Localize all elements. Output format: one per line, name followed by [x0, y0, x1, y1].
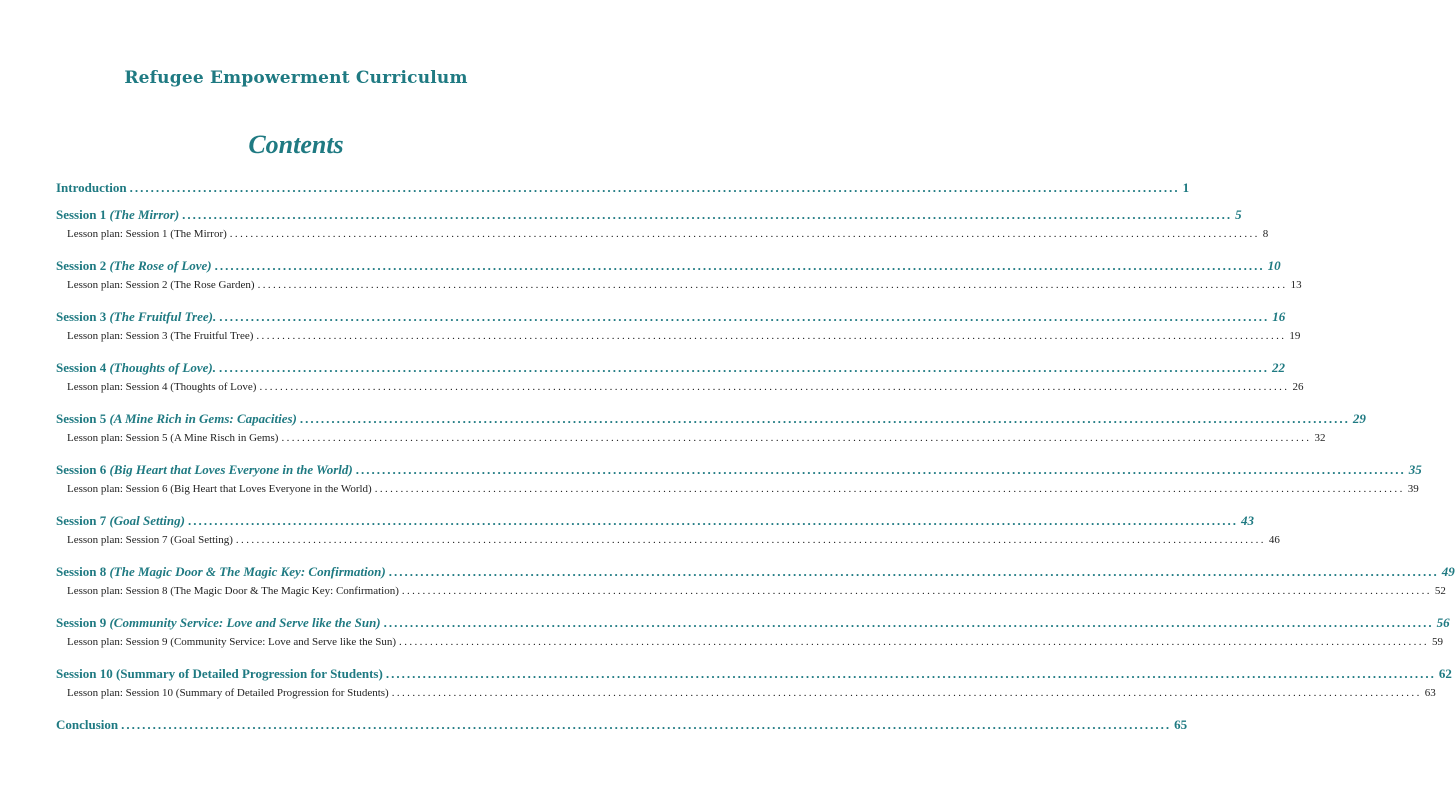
- toc-group-session: [56, 358, 1304, 396]
- session-title: (The Fruitful Tree).: [109, 309, 217, 324]
- dot-leader: ........................................................................................................................................................................................................: [355, 462, 1406, 477]
- lesson-plan-label: Lesson plan: Session 9 (Community Service: Love and Serve like the Sun): [67, 636, 397, 648]
- toc-group-session: [56, 511, 1280, 549]
- dot-leader: ........................................................................................................................................................................................................: [129, 180, 1180, 195]
- toc-entry-label: [56, 307, 216, 327]
- toc-page-number: 5: [1235, 207, 1242, 222]
- toc-page-number: 22: [1272, 360, 1285, 375]
- dot-leader: ........................................................................................................................................................................................................: [385, 666, 1436, 681]
- toc-page-number: 32: [1314, 432, 1326, 444]
- toc-group-session: [56, 256, 1302, 294]
- session-number: Session 5: [56, 411, 107, 426]
- toc-entry-session[interactable]: [56, 307, 1286, 327]
- toc-page-number: 1: [1182, 180, 1190, 195]
- toc-page-number: 13: [1290, 279, 1302, 291]
- toc-entry-lesson-plan[interactable]: [56, 684, 1436, 702]
- dot-leader: ........................................................................................................................................................................................................: [299, 411, 1350, 426]
- lesson-plan-label: Lesson plan: Session 10 (Summary of Detailed Progression for Students): [67, 687, 389, 699]
- toc-page-number: 62: [1438, 666, 1452, 681]
- toc-page-number: 26: [1292, 381, 1304, 393]
- toc-entry-label: [56, 205, 179, 225]
- toc-page-number: 16: [1272, 309, 1286, 324]
- dot-leader: ........................................................................................................................................................................................................: [121, 717, 1172, 732]
- toc-group-conclusion: [56, 715, 1188, 735]
- contents-heading: Contents: [248, 130, 344, 159]
- toc-page-number: 59: [1432, 636, 1444, 648]
- toc-entry-conclusion[interactable]: [56, 715, 1188, 735]
- toc-entry-session[interactable]: [56, 256, 1281, 276]
- toc-entry-lesson-plan[interactable]: [56, 582, 1446, 600]
- lesson-plan-label: Lesson plan: Session 3 (The Fruitful Tree): [67, 330, 254, 342]
- toc-entry-label: [56, 256, 212, 276]
- toc-entry-session[interactable]: [56, 613, 1450, 633]
- toc-entry-session[interactable]: [56, 460, 1422, 480]
- dot-leader: ........................................................................................................................................................................................................: [374, 483, 1405, 495]
- toc-entry-session[interactable]: [56, 205, 1242, 225]
- toc-page-number: 46: [1268, 534, 1280, 546]
- toc-page-number: 49: [1441, 564, 1455, 579]
- toc-entry-lesson-plan[interactable]: [56, 633, 1444, 651]
- toc-group-introduction: [56, 178, 1190, 198]
- book-title: Refugee Empowerment Curriculum: [124, 68, 468, 88]
- toc-page-number: 39: [1407, 483, 1419, 495]
- session-number: Session 10: [56, 666, 113, 681]
- toc-group-session: [56, 205, 1269, 243]
- lesson-plan-label: Lesson plan: Session 8 (The Magic Door & The Magic Key: Confirmation): [67, 585, 399, 597]
- toc-page-number: 65: [1174, 717, 1188, 732]
- session-number: Session 9: [56, 615, 107, 630]
- lesson-plan-label: Lesson plan: Session 5 (A Mine Risch in Gems): [67, 432, 279, 444]
- dot-leader: ........................................................................................................................................................................................................: [219, 360, 1269, 375]
- dot-leader: ........................................................................................................................................................................................................: [235, 534, 1266, 546]
- toc-entry-lesson-plan[interactable]: [56, 327, 1301, 345]
- session-title: (Community Service: Love and Serve like the Sun): [109, 615, 381, 630]
- dot-leader: ........................................................................................................................................................................................................: [229, 228, 1260, 240]
- dot-leader: ........................................................................................................................................................................................................: [182, 207, 1233, 222]
- toc-entry-lesson-plan[interactable]: [56, 531, 1280, 549]
- lesson-plan-label: Lesson plan: Session 7 (Goal Setting): [67, 534, 233, 546]
- toc-entry-label: Conclusion: [56, 717, 119, 732]
- dot-leader: ........................................................................................................................................................................................................: [259, 381, 1290, 393]
- dot-leader: ........................................................................................................................................................................................................: [388, 564, 1439, 579]
- toc-group-session: [56, 460, 1422, 498]
- lesson-plan-label: Lesson plan: Session 4 (Thoughts of Love): [67, 381, 257, 393]
- toc-page-number: 63: [1424, 687, 1436, 699]
- session-title: (A Mine Rich in Gems: Capacities): [109, 411, 297, 426]
- dot-leader: ........................................................................................................................................................................................................: [257, 279, 1288, 291]
- toc-entry-session[interactable]: [56, 664, 1452, 684]
- toc-entry-session[interactable]: [56, 511, 1254, 531]
- session-number: Session 6: [56, 462, 107, 477]
- session-title: (Goal Setting): [109, 513, 185, 528]
- toc-entry-introduction[interactable]: [56, 178, 1190, 198]
- toc-sessions: [56, 205, 1455, 702]
- toc-entry-label: [56, 613, 381, 633]
- toc-page-number: 10: [1267, 258, 1281, 273]
- toc-group-session: [56, 664, 1452, 702]
- toc-page-number: 19: [1289, 330, 1301, 342]
- toc-entry-label: [56, 460, 353, 480]
- toc-entry-lesson-plan[interactable]: [56, 225, 1269, 243]
- toc-group-session: [56, 409, 1366, 447]
- toc-page-number: 29: [1352, 411, 1366, 426]
- toc-entry-lesson-plan[interactable]: [56, 378, 1304, 396]
- dot-leader: ........................................................................................................................................................................................................: [383, 615, 1434, 630]
- toc-entry-lesson-plan[interactable]: [56, 480, 1419, 498]
- toc-entry-label: [56, 511, 185, 531]
- toc-entry-label: [56, 562, 386, 582]
- toc-entry-label: [56, 409, 297, 429]
- table-of-contents: [56, 178, 1455, 748]
- toc-group-session: [56, 613, 1450, 651]
- lesson-plan-label: Lesson plan: Session 6 (Big Heart that Loves Everyone in the World): [67, 483, 372, 495]
- toc-entry-lesson-plan[interactable]: [56, 429, 1326, 447]
- session-number: Session 2: [56, 258, 107, 273]
- toc-page-number: 56: [1436, 615, 1450, 630]
- toc-page-number: 52: [1434, 585, 1446, 597]
- toc-group-session: [56, 307, 1301, 345]
- dot-leader: ........................................................................................................................................................................................................: [214, 258, 1265, 273]
- toc-page-number: 8: [1262, 228, 1269, 240]
- session-title: (Big Heart that Loves Everyone in the World): [109, 462, 353, 477]
- toc-entry-lesson-plan[interactable]: [56, 276, 1302, 294]
- dot-leader: ........................................................................................................................................................................................................: [256, 330, 1287, 342]
- session-title: (The Magic Door & The Magic Key: Confirmation): [109, 564, 386, 579]
- session-number: Session 3: [56, 309, 107, 324]
- dot-leader: ........................................................................................................................................................................................................: [187, 513, 1238, 528]
- session-number: Session 7: [56, 513, 107, 528]
- dot-leader: ........................................................................................................................................................................................................: [281, 432, 1312, 444]
- toc-page-number: 35: [1408, 462, 1422, 477]
- session-number: Session 4: [56, 360, 107, 375]
- session-title: (Thoughts of Love).: [109, 360, 216, 375]
- dot-leader: ........................................................................................................................................................................................................: [401, 585, 1432, 597]
- toc-entry-session[interactable]: [56, 409, 1366, 429]
- session-number: Session 1: [56, 207, 107, 222]
- dot-leader: ........................................................................................................................................................................................................: [399, 636, 1430, 648]
- session-title: (Summary of Detailed Progression for Students): [115, 666, 383, 681]
- toc-entry-session[interactable]: [56, 358, 1285, 378]
- session-title: (The Rose of Love): [109, 258, 212, 273]
- toc-entry-label: Introduction: [56, 180, 127, 195]
- toc-entry-session[interactable]: [56, 562, 1455, 582]
- dot-leader: ........................................................................................................................................................................................................: [219, 309, 1270, 324]
- session-number: Session 8: [56, 564, 107, 579]
- session-title: (The Mirror): [109, 207, 180, 222]
- dot-leader: ........................................................................................................................................................................................................: [391, 687, 1422, 699]
- toc-entry-label: [56, 664, 383, 684]
- lesson-plan-label: Lesson plan: Session 1 (The Mirror): [67, 228, 227, 240]
- toc-group-session: [56, 562, 1455, 600]
- lesson-plan-label: Lesson plan: Session 2 (The Rose Garden): [67, 279, 255, 291]
- toc-page-number: 43: [1240, 513, 1254, 528]
- toc-entry-label: [56, 358, 216, 378]
